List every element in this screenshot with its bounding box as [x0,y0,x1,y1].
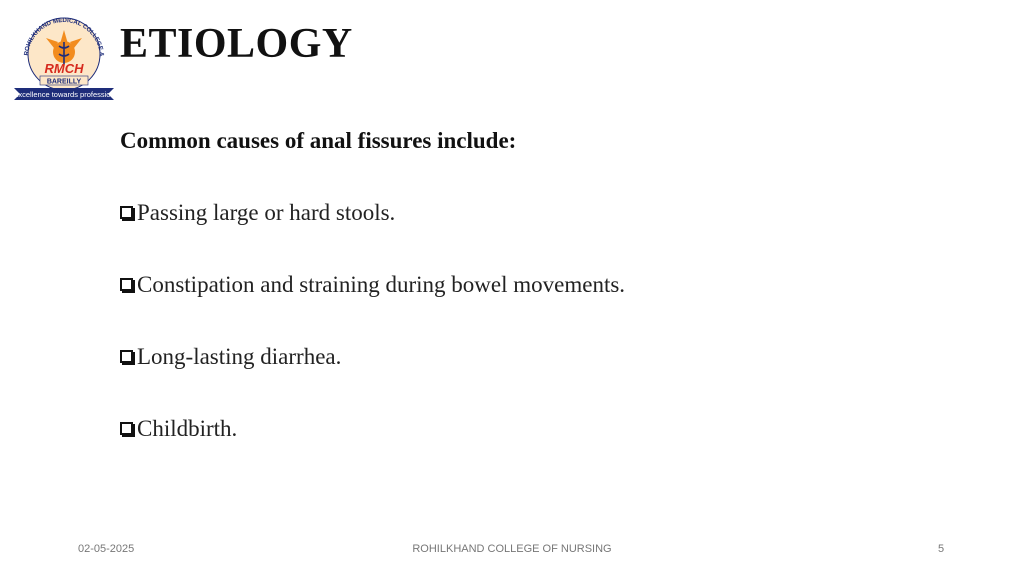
logo-city: BAREILLY [46,78,82,86]
list-item-text: Constipation and straining during bowel movements. [137,272,626,297]
list-item [120,200,625,272]
intro-text: Common causes of anal fissures include: [120,128,517,153]
college-logo [14,4,114,104]
list-item-text: Long-lasting diarrhea. [137,344,342,369]
slide-title: ETIOLOGY [120,21,353,67]
logo-monogram: RMCH [44,61,84,76]
page-number: 5 [938,543,945,555]
list-item-text: Passing large or hard stools. [137,200,396,225]
list-item [120,344,625,416]
checkbox-bullet-icon [120,206,133,219]
list-item [120,416,625,488]
footer-date: 02-05-2025 [78,543,135,555]
logo-ring-text: ROHILKHAND MEDICAL COLLEGE & [23,16,106,57]
list-item-text: Childbirth. [137,416,238,441]
list-item [120,272,625,344]
checkbox-bullet-icon [120,422,133,435]
footer-organization: ROHILKHAND COLLEGE OF NURSING [412,543,612,555]
logo-tagline: Excellence towards profession [14,90,114,99]
cause-list [120,200,625,488]
checkbox-bullet-icon [120,278,133,291]
checkbox-bullet-icon [120,350,133,363]
